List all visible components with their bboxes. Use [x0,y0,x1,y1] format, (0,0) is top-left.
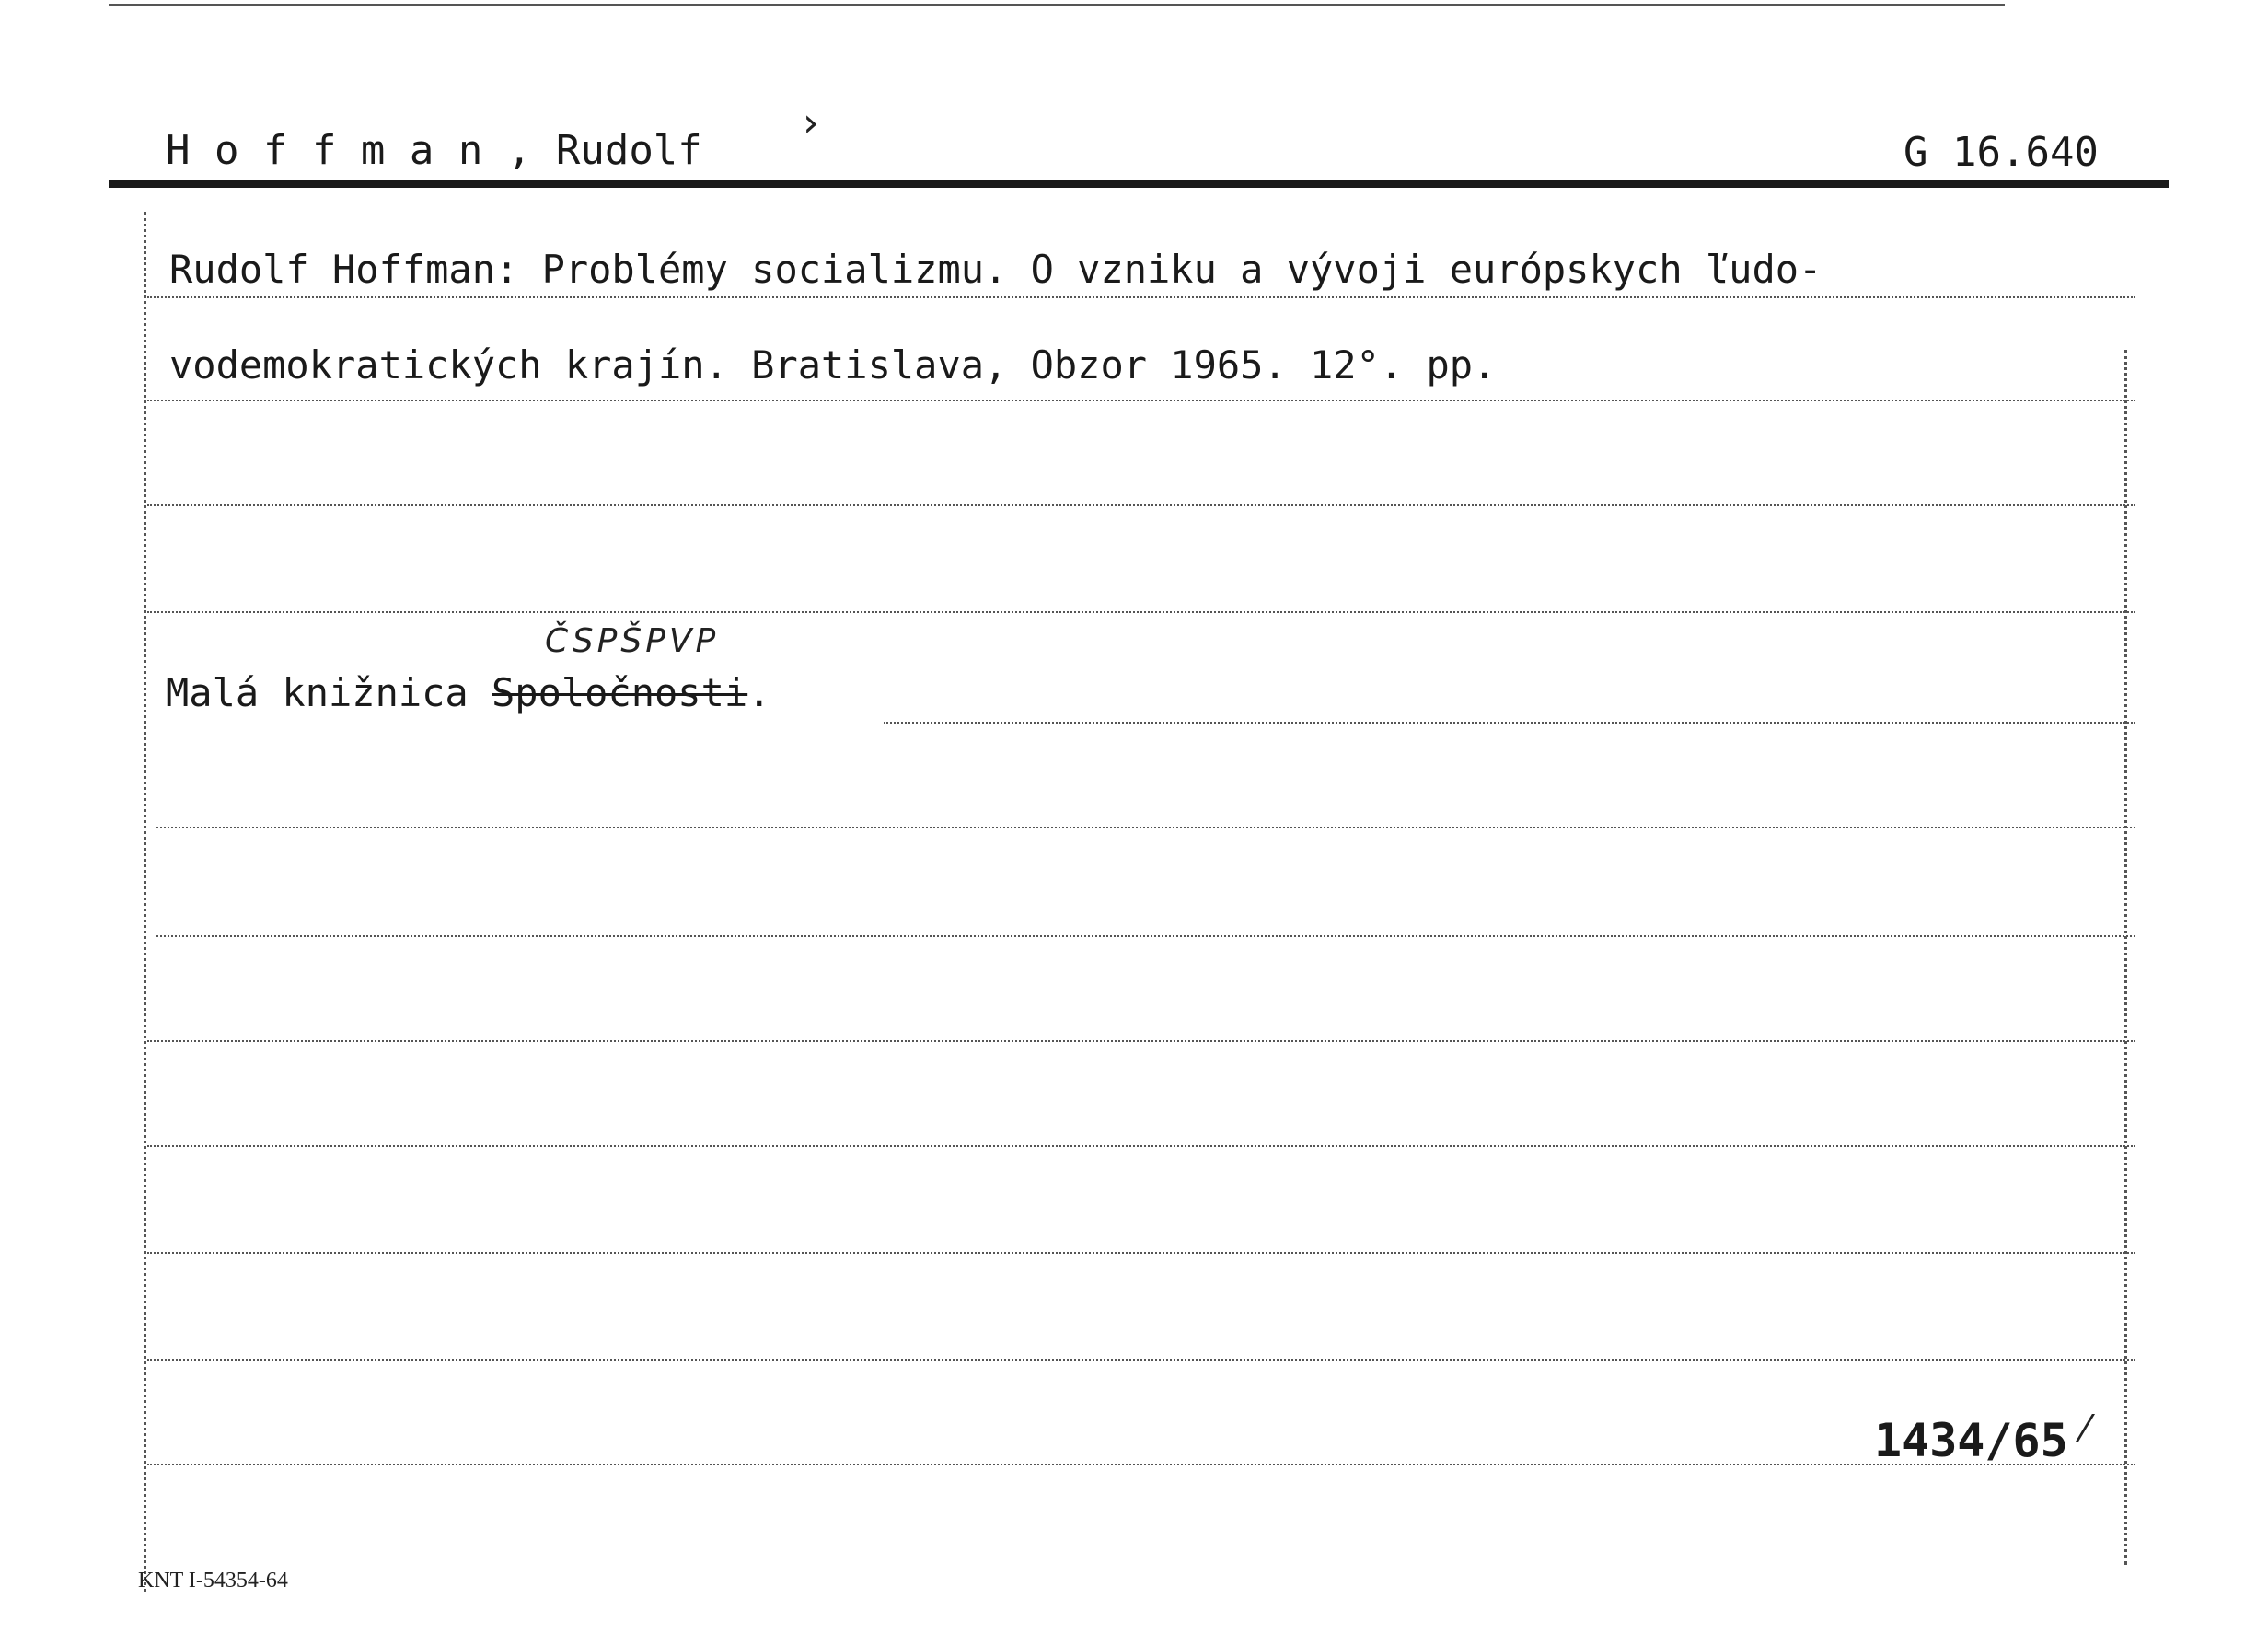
series-prefix: Malá knižnica [166,670,492,715]
call-number: G 16.640 [1904,129,2099,176]
ruled-line [147,1359,2135,1361]
right-margin-dots [2124,350,2127,1565]
handwritten-number: 1434/65 [1874,1414,2068,1467]
ruled-line [147,504,2135,506]
ruled-line [147,1145,2135,1147]
ruled-line [147,296,2135,298]
heading-rule [109,180,2169,188]
ruled-line [147,611,2135,613]
citation-line-2: vodemokratických krajín. Bratislava, Obzor 1965. 12°. pp. [169,342,1497,388]
ruled-line [156,827,2135,828]
ruled-line [147,400,2135,401]
series-line [166,670,770,715]
ruled-line [147,1040,2135,1042]
ruled-line [147,1252,2135,1254]
ruled-line [884,722,2135,724]
handwritten-correction: ČSPŠPVP [545,622,720,660]
ruled-line [147,1464,2135,1465]
left-margin-dots [144,212,146,1592]
series-suffix: . [747,670,771,715]
ruled-line [156,935,2135,937]
series-struck-word: Spoločnosti [492,670,748,715]
footer-code: KNT I-54354-64 [138,1569,288,1592]
top-edge-rule [109,4,2005,6]
citation-line-1: Rudolf Hoffman: Problémy socializmu. O vzniku a vývoji európskych ľudo- [169,247,1822,292]
handwritten-caret-mark: › [803,99,819,146]
author-heading: H o f f m a n , Rudolf [166,127,702,174]
handwritten-tick-mark: ⁄ [2082,1408,2089,1451]
